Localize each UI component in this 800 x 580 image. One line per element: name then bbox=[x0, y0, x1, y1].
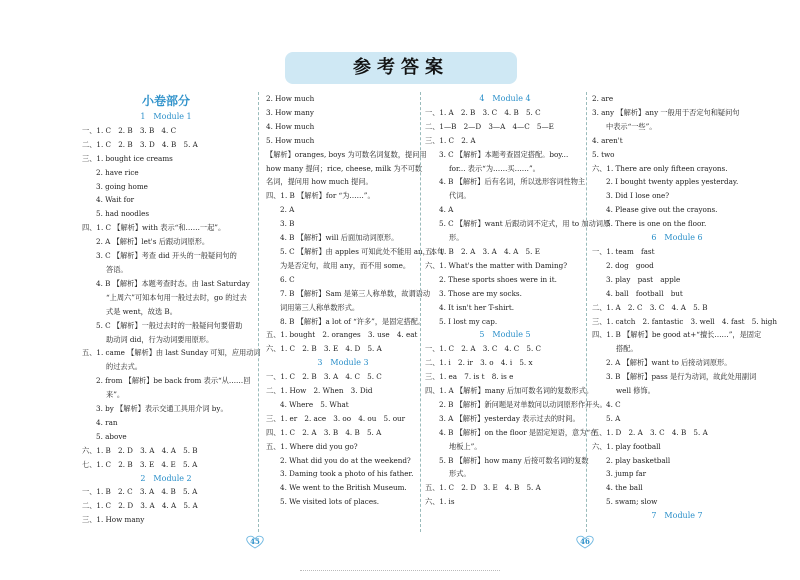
column-divider bbox=[586, 92, 587, 532]
answer-line: 5. swam; slow bbox=[606, 497, 658, 507]
answer-line: 中表示“一些”。 bbox=[606, 121, 657, 131]
answer-line: 搭配。 bbox=[616, 344, 638, 354]
page-number-left: 45 bbox=[244, 535, 266, 549]
module-heading: 5 Module 5 bbox=[479, 330, 531, 340]
page-number-right: 46 bbox=[574, 535, 596, 549]
answer-line: 【解析】oranges, boys 为可数名词复数，提问用 bbox=[266, 149, 427, 159]
answer-column-4 bbox=[592, 92, 778, 523]
answer-line: 4. B 【解析】后有名词，所以选形容词性物主 bbox=[439, 177, 586, 187]
answer-line: 8. B 【解析】a lot of “许多”，是固定搭配。 bbox=[280, 316, 426, 326]
answer-line: 4. B 【解析】on the floor 是固定短语，意为“在 bbox=[439, 427, 598, 437]
answer-line: 四、1. C 【解析】with 表示“和……一起”。 bbox=[82, 223, 226, 233]
answer-line: well 修饰。 bbox=[616, 386, 655, 396]
answer-line: for... 表示“为……买……”。 bbox=[449, 163, 540, 173]
answer-line: 五、1. bought 2. oranges 3. use 4. eat bbox=[266, 330, 418, 340]
module-heading: 1 Module 1 bbox=[140, 112, 192, 121]
answer-line: 六、1. B 2. D 3. A 4. A 5. B bbox=[82, 445, 198, 455]
answer-line: 2. from 【解析】be back from 表示“从……回 bbox=[96, 376, 251, 386]
answer-line: 5. There is one on the floor. bbox=[606, 219, 707, 229]
module-heading: 2 Module 2 bbox=[140, 473, 192, 483]
answer-line: 答语。 bbox=[106, 264, 128, 274]
answer-line: 4. aren't bbox=[592, 135, 623, 145]
answer-line: 4. A bbox=[439, 205, 454, 215]
answer-line: 词用第三人称单数形式。 bbox=[280, 302, 360, 312]
column-divider bbox=[258, 92, 259, 532]
answer-line: 3. Those are my socks. bbox=[439, 288, 522, 298]
answer-line: 3. by 【解析】表示交通工具用介词 by。 bbox=[96, 404, 228, 414]
answer-column-1 bbox=[82, 92, 261, 527]
module-heading: 6 Module 6 bbox=[651, 233, 703, 243]
answer-line: 三、1. catch 2. fantastic 3. well 4. fast 5. high bbox=[592, 316, 778, 326]
answer-line: 五、1. Where did you go? bbox=[266, 441, 358, 451]
answer-line: 4. B 【解析】本题考查时态。由 last Saturday bbox=[96, 278, 250, 288]
answer-line: 一、1. B 2. C 3. A 4. B 5. A bbox=[82, 487, 198, 497]
answer-line: 5. A bbox=[606, 413, 621, 423]
answer-line: 3. C 【解析】考查 did 开头的一般疑问句的 bbox=[96, 251, 237, 261]
answer-line: 4. Please give out the crayons. bbox=[606, 205, 718, 215]
answer-line: 一、1. team fast bbox=[592, 246, 655, 256]
answer-line: 二、1—B 2—D 3—A 4—C 5—E bbox=[425, 121, 554, 131]
answer-line: 2. dog good bbox=[606, 260, 654, 270]
answer-line: 2. These sports shoes were in it. bbox=[439, 274, 557, 284]
answer-line: 6. C bbox=[280, 274, 295, 284]
answer-line: 4. ball football but bbox=[606, 288, 683, 298]
answer-line: 2. play basketball bbox=[606, 455, 671, 465]
answer-line: 2. have rice bbox=[96, 167, 139, 177]
answer-line: 2. are bbox=[592, 94, 614, 103]
answer-line: 六、1. is bbox=[425, 497, 455, 507]
answer-line: 七、1. C 2. B 3. E 4. E 5. A bbox=[82, 459, 198, 469]
answer-line: 五、1. C 2. D 3. E 4. B 5. A bbox=[425, 483, 541, 493]
answer-line: 来”。 bbox=[106, 390, 125, 400]
answer-line: 三、1. How many bbox=[82, 515, 145, 525]
answer-line: 一、1. C 2. B 3. A 4. C 5. C bbox=[266, 372, 382, 382]
footer-rule bbox=[300, 570, 500, 572]
answer-line: 五、1. B 2. A 3. A 4. A 5. E bbox=[425, 246, 540, 256]
answer-line: 5. C 【解析】一般过去时的一般疑问句要借助 bbox=[96, 320, 243, 330]
answer-line: 3. B bbox=[280, 219, 295, 229]
answer-line: 助动词 did，行为动词要用原形。 bbox=[106, 334, 214, 344]
answer-line: 五、1. D 2. A 3. C 4. B 5. A bbox=[592, 427, 708, 437]
answer-line: 式是 went，故选 B。 bbox=[106, 306, 177, 316]
answer-line: 3. B 【解析】pass 是行为动词，故此处用副词 bbox=[606, 372, 757, 382]
answer-line: 2. A 【解析】want to 后接动词原形。 bbox=[606, 358, 732, 368]
answer-key-banner: 参考答案 bbox=[285, 52, 517, 84]
answer-line: 五、1. came 【解析】由 last Sunday 可知，应用动词 bbox=[82, 348, 261, 358]
answer-line: 2. A 【解析】let's 后跟动词原形。 bbox=[96, 237, 210, 247]
answer-line: 4. How much bbox=[266, 121, 315, 131]
answer-line: 2. How much bbox=[266, 94, 315, 103]
answer-line: 形。 bbox=[449, 233, 464, 243]
answer-line: 六、1. C 2. B 3. E 4. D 5. A bbox=[266, 344, 382, 354]
answer-line: 六、1. What's the matter with Daming? bbox=[425, 260, 568, 270]
answer-line: 3. A 【解析】yesterday 表示过去的时间。 bbox=[439, 413, 580, 423]
answer-line: 4. ran bbox=[96, 417, 118, 427]
answer-line: 3. going home bbox=[96, 181, 148, 191]
answer-line: 5. We visited lots of places. bbox=[280, 497, 380, 507]
answer-line: 二、1. i 2. ir 3. o 4. i 5. x bbox=[425, 358, 533, 368]
answer-line: 4. the ball bbox=[606, 483, 643, 493]
answer-line: 3. How many bbox=[266, 107, 314, 117]
answer-line: 三、1. C 2. A bbox=[425, 135, 476, 145]
answer-line: 二、1. C 2. B 3. D 4. B 5. A bbox=[82, 139, 198, 149]
answer-line: 四、1. B 【解析】be good at+“擅长……”，是固定 bbox=[592, 330, 762, 340]
answer-line: 2. I bought twenty apples yesterday. bbox=[606, 177, 739, 187]
answer-line: 4. It isn't her T-shirt. bbox=[439, 302, 515, 312]
answer-line: 四、1. C 2. A 3. B 4. B 5. A bbox=[266, 427, 382, 437]
answer-line: 二、1. C 2. D 3. A 4. A 5. A bbox=[82, 501, 198, 511]
answer-line: 名词，提问用 how much 提问。 bbox=[266, 177, 373, 187]
answer-line: 2. A bbox=[280, 205, 295, 215]
answer-line: 二、1. A 2. C 3. C 4. A 5. B bbox=[592, 302, 708, 312]
answer-line: 为是否定句，故用 any，而不用 some。 bbox=[280, 260, 411, 270]
module-heading: 4 Module 4 bbox=[479, 94, 531, 103]
answer-line: 形式。 bbox=[449, 469, 471, 479]
answer-line: 2. B 【解析】新问题是对单数问以动词原形作开头。 bbox=[439, 399, 607, 409]
answer-line: 3. Did I lose one? bbox=[606, 191, 670, 201]
answer-line: 4. We went to the British Museum. bbox=[280, 483, 407, 493]
module-heading: 7 Module 7 bbox=[651, 511, 703, 521]
answer-line: 5. C 【解析】由 apples 可知此处不能用 an，本句 bbox=[280, 246, 445, 256]
answer-line: 的过去式。 bbox=[106, 362, 142, 372]
answer-line: 4. B 【解析】will 后面加动词原形。 bbox=[280, 233, 399, 243]
answer-line: 5. had noodles bbox=[96, 209, 150, 219]
answer-line: 一、1. C 2. B 3. B 4. C bbox=[82, 125, 177, 135]
answer-line: “上周六”可知本句用一般过去时，go 的过去 bbox=[106, 292, 247, 302]
answer-line: 四、1. B 【解析】for “为……”。 bbox=[266, 191, 375, 201]
module-heading: 3 Module 3 bbox=[317, 358, 369, 368]
module-heading: 小卷部分 bbox=[141, 94, 190, 108]
answer-line: 三、1. er 2. ace 3. oo 4. ou 5. our bbox=[266, 413, 406, 423]
answer-line: 一、1. A 2. B 3. C 4. B 5. C bbox=[425, 107, 541, 117]
answer-line: 3. jump far bbox=[606, 469, 647, 479]
answer-line: 3. C 【解析】本题考查固定搭配。boy... bbox=[439, 149, 569, 159]
answer-line: 5. above bbox=[96, 431, 127, 441]
page-gutter bbox=[420, 92, 421, 532]
answer-line: 5. B 【解析】how many 后接可数名词的复数 bbox=[439, 455, 589, 465]
answer-line: 三、1. bought ice creams bbox=[82, 153, 173, 163]
answer-line: 7. B 【解析】Sam 是第三人称单数，故谓语动 bbox=[280, 288, 431, 298]
answer-line: 3. Daming took a photo of his father. bbox=[280, 469, 414, 479]
answer-line: 4. Where 5. What bbox=[280, 399, 349, 409]
answer-line: 2. What did you do at the weekend? bbox=[280, 455, 411, 465]
answer-line: 5. two bbox=[592, 149, 615, 159]
answer-line: 二、1. How 2. When 3. Did bbox=[266, 386, 373, 396]
answer-line: 一、1. C 2. A 3. C 4. C 5. C bbox=[425, 344, 542, 354]
answer-line: 5. C 【解析】want 后跟动词不定式，用 to 加动词原 bbox=[439, 219, 611, 229]
answer-line: 地板上”。 bbox=[449, 441, 482, 451]
answer-line: 4. C bbox=[606, 399, 621, 409]
answer-line: 六、1. There are only fifteen crayons. bbox=[592, 163, 728, 173]
answer-line: 3. any 【解析】any 一般用于否定句和疑问句 bbox=[592, 107, 740, 117]
answer-line: 代词。 bbox=[449, 191, 471, 201]
answer-line: 四、1. A 【解析】many 后加可数名词的复数形式。 bbox=[425, 386, 594, 396]
answer-line: 三、1. ea 7. is t 8. is e bbox=[425, 372, 514, 382]
answer-line: 4. Wait for bbox=[96, 195, 135, 205]
answer-line: how many 提问；rice, cheese, milk 为不可数 bbox=[266, 163, 423, 173]
answer-line: 六、1. play football bbox=[592, 441, 661, 451]
answer-line: 5. I lost my cap. bbox=[439, 316, 498, 326]
answer-line: 3. play past apple bbox=[606, 274, 681, 284]
answer-line: 5. How much bbox=[266, 135, 315, 145]
